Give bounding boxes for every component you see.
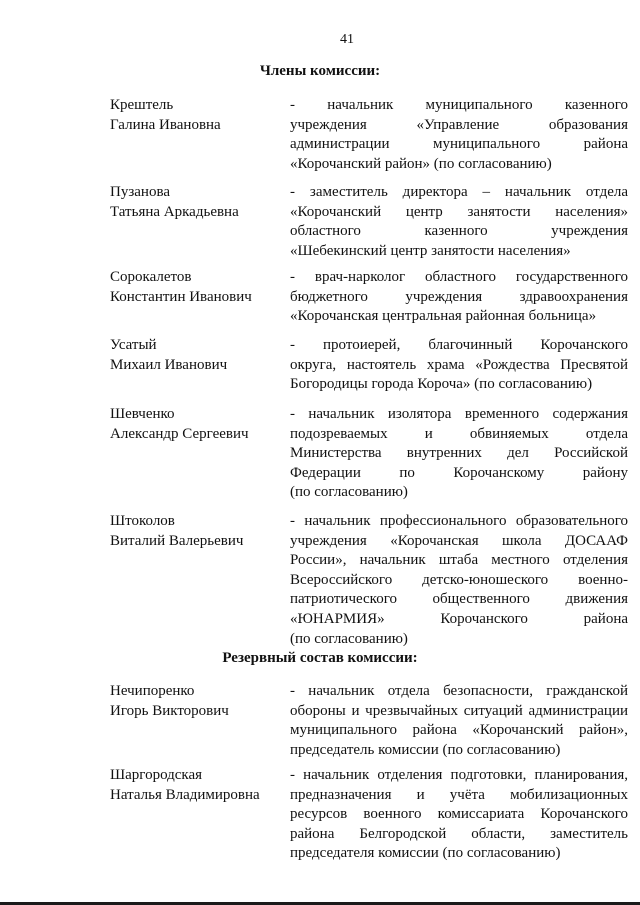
- duty-line: - начальник отделения подготовки, планирования,: [290, 767, 628, 783]
- duty-line: - начальник профессионального образовательного: [290, 513, 628, 529]
- member-duties: [290, 268, 628, 327]
- member-surname: Крештель: [110, 97, 174, 113]
- member-name: [110, 268, 290, 307]
- duty-line: председателя комиссии (по согласованию): [290, 845, 561, 862]
- duty-line: «Шебекинский центр занятости населения»: [290, 242, 571, 259]
- duty-line: председатель комиссии (по согласованию): [290, 741, 561, 758]
- duty-line: (по согласованию): [290, 484, 408, 501]
- duty-line: «Корочанский район» (по согласованию): [290, 155, 552, 172]
- member-duties: [290, 405, 628, 503]
- duty-line: - начальник изолятора временного содержания: [290, 406, 628, 422]
- member-given-name: Татьяна Аркадьевна: [110, 203, 239, 220]
- duty-line: (по согласованию): [290, 630, 408, 647]
- member-name: [110, 766, 290, 805]
- member-surname: Усатый: [110, 337, 157, 353]
- duty-line: Федерации по Корочанскому району: [290, 464, 628, 481]
- member-duties: [290, 96, 628, 174]
- duty-line: обороны и чрезвычайных ситуаций администрации: [290, 702, 628, 719]
- member-given-name: Михаил Иванович: [110, 356, 228, 373]
- member-surname: Пузанова: [110, 184, 170, 200]
- duty-line: областного казенного учреждения: [290, 223, 628, 240]
- duty-line: России», начальник штаба местного отделения: [290, 552, 628, 569]
- member-duties: [290, 682, 628, 760]
- member-duties: [290, 183, 628, 261]
- duty-line: - начальник муниципального казенного: [290, 97, 628, 113]
- member-surname: Сорокалетов: [110, 269, 192, 285]
- duty-line: администрации муниципального района: [290, 136, 628, 153]
- duty-line: Министерства внутренних дел Российской: [290, 445, 628, 462]
- duty-line: «Корочанская центральная районная больница»: [290, 308, 597, 325]
- member-given-name: Наталья Владимировна: [110, 786, 260, 803]
- duty-line: - протоиерей, благочинный Корочанского: [290, 337, 628, 353]
- duty-line: - начальник отдела безопасности, гражданской: [290, 683, 628, 699]
- member-name: [110, 682, 290, 721]
- member-name: [110, 96, 290, 135]
- member-name: [110, 405, 290, 444]
- member-surname: Шаргородская: [110, 767, 203, 783]
- member-given-name: Александр Сергеевич: [110, 425, 249, 442]
- duty-line: района Белгородской области, заместитель: [290, 825, 628, 842]
- duty-line: муниципального района «Корочанский район»,: [290, 722, 628, 739]
- member-surname: Нечипоренко: [110, 683, 195, 699]
- duty-line: «Корочанский центр занятости населения»: [290, 203, 628, 220]
- members-heading: Члены комиссии:: [259, 63, 381, 79]
- duty-line: округа, настоятель храма «Рождества Пресвятой: [290, 356, 628, 373]
- member-given-name: Виталий Валерьевич: [110, 532, 244, 549]
- member-surname: Штоколов: [110, 513, 175, 529]
- duty-line: бюджетного учреждения здравоохранения: [290, 288, 628, 305]
- member-duties: [290, 336, 628, 395]
- duty-line: «ЮНАРМИЯ» Корочанского района: [290, 610, 628, 627]
- duty-line: - врач-нарколог областного государственного: [290, 269, 628, 285]
- member-duties: [290, 766, 628, 864]
- member-name: [110, 336, 290, 375]
- member-given-name: Галина Ивановна: [110, 116, 221, 133]
- member-given-name: Игорь Викторович: [110, 702, 229, 719]
- member-surname: Шевченко: [110, 406, 175, 422]
- duty-line: Всероссийского детско-юношеского военно-: [290, 571, 628, 588]
- reserve-heading: Резервный состав комиссии:: [222, 650, 418, 666]
- duty-line: ресурсов военного комиссариата Корочанского: [290, 806, 628, 823]
- duty-line: подозреваемых и обвиняемых отдела: [290, 425, 628, 442]
- member-duties: [290, 512, 628, 649]
- page-number: 41: [340, 32, 354, 47]
- member-given-name: Константин Иванович: [110, 288, 252, 305]
- duty-line: учреждения «Корочанская школа ДОСААФ: [290, 532, 628, 549]
- duty-line: предназначения и учёта мобилизационных: [290, 786, 628, 803]
- member-name: [110, 512, 290, 551]
- duty-line: учреждения «Управление образования: [290, 116, 628, 133]
- duty-line: Богородицы города Короча» (по согласованию): [290, 376, 593, 393]
- duty-line: - заместитель директора – начальник отдела: [290, 184, 628, 200]
- duty-line: патриотического общественного движения: [290, 591, 628, 608]
- member-name: [110, 183, 290, 222]
